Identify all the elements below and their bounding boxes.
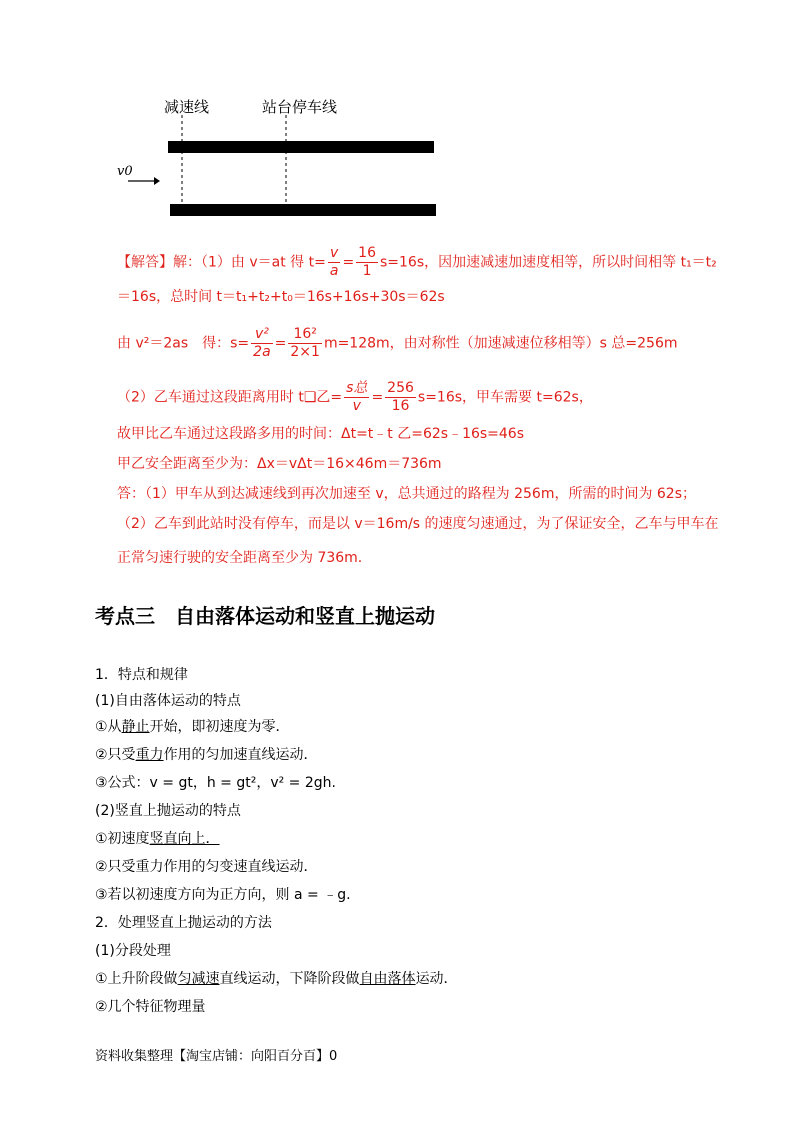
answer-line-9: 正常匀速行驶的安全距离至少为 736m.: [117, 550, 363, 566]
label-v0: v0: [117, 164, 133, 179]
free-fall-point-2: ②只受重力作用的匀加速直线运动．: [95, 747, 318, 763]
fraction-s-over-v: $\frac{\text{s总}}{v}$: [346, 380, 368, 414]
label-stop-line: 站台停车线: [262, 98, 338, 116]
answer-line-6: 甲乙安全距离至少为：Δx＝vΔt＝16×46m＝736m: [117, 456, 442, 472]
answer-line-2: ＝16s，总时间 t＝t₁+t₂+t₀＝16s+16s+30s＝62s: [117, 289, 445, 305]
answer-line-1: 【解答】解：（1）由 v＝at 得 t= $\frac{v}{a}$ = $\frac{16}{1}$ s=16s，因加速减速加速度相等，所以时间相等 t₁＝t₂: [117, 245, 717, 279]
item-1-heading: 1．特点和规律: [95, 667, 188, 683]
item-2-heading: 2．处理竖直上抛运动的方法: [95, 915, 272, 931]
toss-point-1: ①初速度竖直向上．: [95, 831, 220, 847]
section-title: 考点三 自由落体运动和竖直上抛运动: [95, 604, 435, 628]
free-fall-formula: ③公式：v = gt，h = gt²，v² = 2gh.: [95, 775, 336, 791]
answer-line-8: （2）乙车到此站时没有停车，而是以 v＝16m/s 的速度匀速通过，为了保证安全，乙车与甲车在: [117, 516, 719, 532]
toss-point-3: ③若以初速度方向为正方向，则 a = ﹣g.: [95, 887, 351, 903]
sub-2-heading: (2)竖直上抛运动的特点: [95, 803, 241, 819]
track-bottom-rail: [170, 204, 436, 216]
sub-3-heading: (1)分段处理: [95, 943, 171, 959]
toss-point-2: ②只受重力作用的匀变速直线运动．: [95, 859, 318, 875]
fraction-16-over-1: $\frac{16}{1}$: [358, 245, 376, 279]
track-svg: [110, 115, 440, 220]
answer-line-7: 答：（1）甲车从到达减速线到再次加速至 v，总共通过的路程为 256m，所需的时间为 62s；: [117, 486, 697, 502]
answer-tag: 【解答】: [117, 254, 173, 271]
answer-line-4: （2）乙车通过这段距离用时 t❑乙= $\frac{\text{s总}}{v}$ = $\frac{256}{16}$ s=16s，甲车需要 t=62s，: [117, 380, 593, 414]
method-point-2: ②几个特征物理量: [95, 999, 206, 1015]
fraction-v2-over-2a: $\frac{\text{v²}}{2a}$: [253, 326, 271, 360]
fraction-v-over-a: $\frac{v}{a}$: [329, 245, 339, 279]
track-top-rail: [168, 141, 434, 153]
method-point-1: ①上升阶段做匀减速直线运动，下降阶段做自由落体运动．: [95, 971, 458, 987]
fraction-256-over-16: $\frac{256}{16}$: [387, 380, 414, 414]
fraction-16sq-over-2x1: $\frac{\text{16²}}{2\times 1}$: [290, 326, 320, 360]
page-footer: 资料收集整理【淘宝店铺：向阳百分百】0: [95, 1049, 338, 1064]
free-fall-point-1: ①从静止开始，即初速度为零．: [95, 719, 290, 735]
arrow-head-icon: [154, 177, 160, 185]
label-decel-line: 减速线: [164, 98, 210, 116]
sub-1-heading: (1)自由落体运动的特点: [95, 693, 241, 709]
answer-line-3: 由 v²＝2as 得：s= $\frac{\text{v²}}{2a}$ = $\frac{\text{16²}}{2\times 1}$ m=128m，由对称性（加速减速位移相等）s 总=256m: [117, 326, 678, 360]
answer-line-5: 故甲比乙车通过这段路多用的时间：Δt=t﹣t 乙=62s﹣16s=46s: [117, 426, 525, 442]
